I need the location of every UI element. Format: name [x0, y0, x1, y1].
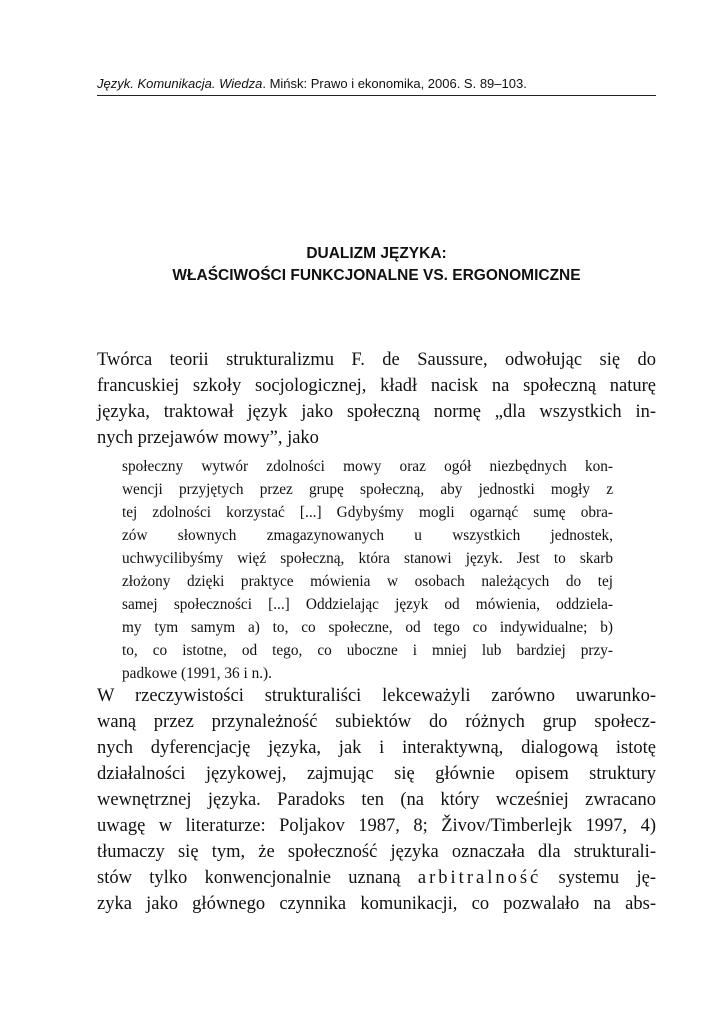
publication-info: . Mińsk: Prawo i ekonomika, 2006. S. 89–103. [262, 76, 527, 91]
quote-line: społeczny wytwór zdolności mowy oraz ogół niezbędnych kon- [122, 458, 613, 475]
paragraph-2-line: waną przez przynależność subiektów do różnych grup społecz- [97, 712, 656, 732]
paragraph-1-line: języka, traktował język jako społeczną normę „dla wszystkich in- [97, 402, 656, 422]
paragraph-2-line: działalności językowej, zajmując się głównie opisem struktury [97, 764, 656, 784]
quote-line: zów słownych zmagazynowanych u wszystkich jednostek, [122, 527, 613, 544]
text-run: systemu ję- [541, 868, 656, 888]
quote-line: samej społeczności [...] Oddzielając język od mówienia, oddziela- [122, 596, 613, 613]
header-rule [97, 95, 656, 96]
paragraph-2-line: zyka jako głównego czynnika komunikacji, co pozwalało na abs- [97, 894, 656, 914]
journal-title: Język. Komunikacja. Wiedza [97, 76, 263, 91]
paragraph-2-line: tłumaczy się tym, że społeczność języka oznaczała dla strukturali- [97, 842, 656, 862]
quote-line: uchwycilibyśmy więź społeczną, która stanowi język. Jest to skarb [122, 550, 613, 567]
spaced-emphasis: arbitralność [417, 868, 542, 888]
running-header [97, 76, 657, 91]
paragraph-2-line: wewnętrznej języka. Paradoks ten (na który wcześniej zwracano [97, 790, 656, 810]
text-run: stów tylko konwencjonalnie uznaną [97, 868, 418, 888]
paragraph-1-line: Twórca teorii strukturalizmu F. de Saussure, odwołując się do [97, 350, 656, 370]
paragraph-2-line [97, 868, 656, 892]
quote-line: wencji przyjętych przez grupę społeczną, aby jednostki mogły z [122, 481, 613, 498]
quote-line: my tym samym a) to, co społeczne, od tego co indywidualne; b) [122, 619, 613, 636]
quote-line: padkowe (1991, 36 i n.). [122, 665, 272, 682]
article-title-line-1: DUALIZM JĘZYKA: [306, 245, 447, 262]
quote-line: tej zdolności korzystać [...] Gdybyśmy mogli ogarnąć sumę obra- [122, 504, 613, 521]
quote-line: to, co istotne, od tego, co uboczne i mniej lub bardziej przy- [122, 642, 613, 659]
paragraph-2-line: nych dyferencjację języka, jak i interaktywną, dialogową istotę [97, 738, 656, 758]
paragraph-2-line: W rzeczywistości strukturaliści lekceważyli zarówno uwarunko- [97, 686, 656, 706]
paragraph-2-line: uwagę w literaturze: Poljakov 1987, 8; Živov/Timberlejk 1997, 4) [97, 816, 656, 836]
paragraph-1-line: nych przejawów mowy”, jako [97, 428, 319, 448]
quote-line: złożony dzięki praktyce mówienia w osobach należących do tej [122, 573, 613, 590]
article-title-line-2: WŁAŚCIWOŚCI FUNKCJONALNE VS. ERGONOMICZNE [172, 267, 581, 284]
paragraph-1-line: francuskiej szkoły socjologicznej, kładł nacisk na społeczną naturę [97, 376, 656, 396]
